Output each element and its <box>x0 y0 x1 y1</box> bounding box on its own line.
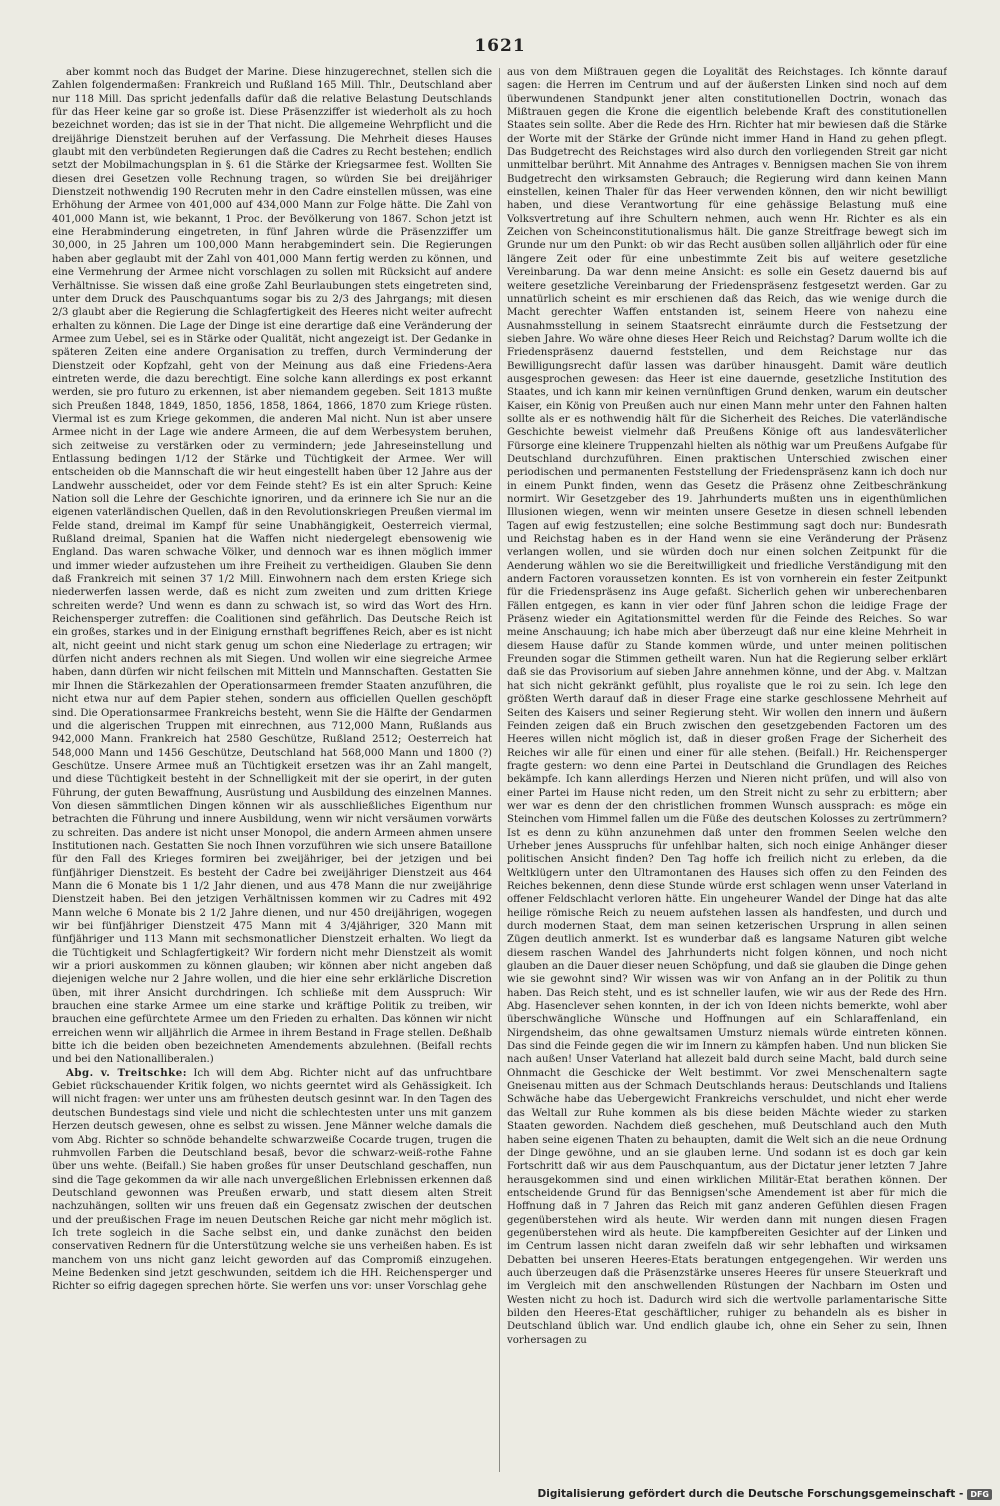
footer-text: Digitalisierung gefördert durch die Deutsche Forschungsgemeinschaft - <box>537 1488 964 1500</box>
right-paragraph-1: aus von dem Mißtrauen gegen die Loyalität des Reichstages. Ich könnte darauf sagen: die Herren im Centrum und auf der äußersten Linken sind noch auf dem überwundenen Standpunkt jener alten constitutionellen Doctrin, wonach das Mißtrauen gegen die Krone die eigentlich belebende Kraft des constitutionellen Staates sein sollte. Aber die Rede des Hrn. Richter hat mir bewiesen daß die Stärke der Worte mit der Stärke der Gründe nicht immer Hand in Hand zu gehen pflegt. Das Budgetrecht des Reichstages wird also durch den vorliegenden Streit gar nicht unmittelbar berührt. Mit Annahme des Antrages v. Bennigsen machen Sie von ihrem Budgetrecht den wirksamsten Gebrauch; die Regierung wird dann keinen Mann einstellen, keinen Thaler für das Heer verwenden können, den wir nicht bewilligt haben, und diese Verantwortung für eine gehässige Belastung muß eine Volksvertretung auf ihre Schultern nehmen, auch wenn Hr. Richter es als ein Zeichen von Scheinconstitutionalismus hält. Die ganze Streitfrage bewegt sich im Grunde nur um den Punkt: ob wir das Recht ausüben sollen alljährlich oder für eine längere Zeit oder für eine unbestimmte Zeit bis auf weitere gesetzliche Vereinbarung. Da war denn meine Ansicht: es solle ein Gesetz dauernd bis auf weitere gesetzliche Vereinbarung der Friedenspräsenz festgesetzt werden. Gar zu unnatürlich scheint es mir erschienen daß das Reich, das wie wenige durch die Macht gerechter Waffen entstanden ist, seinem Heere von nahezu eine Ausnahmsstellung in seinem Staatsrecht einräumte durch die Festsetzung der sieben Jahre. Wo wäre ohne dieses Heer Reich und Reichstag? Darum wollte ich die Friedenspräsenz dauernd feststellen, und dem Reichstage nur das Bewilligungsrecht dafür lassen was darüber hinausgeht. Damit wäre deutlich ausgesprochen gewesen: das Heer ist eine dauernde, gesetzliche Institution des Staates, und ich kann mir keinen vernünftigen Grund denken, warum ein deutscher Kaiser, ein König von Preußen auch nur einen Mann mehr unter den Fahnen halten sollte als er es nothwendig hält für die Sicherheit des Reiches. Die vaterländische Geschichte beweist vielmehr daß Preußens Könige oft aus landesväterlicher Fürsorge eine kleinere Truppenzahl hielten als nöthig war um Preußens Aufgabe für Deutschland durchzuführen. Einen praktischen Unterschied zwischen einer periodischen und permanenten Feststellung der Friedenspräsenz kann ich doch nur in einem Punkt finden, wenn das Gesetz die Präsenz ohne Zeitbeschränkung normirt. Wir Gesetzgeber des 19. Jahrhunderts mußten uns in eigenthümlichen Illusionen wiegen, wenn wir meinten unsere Gesetze in diesen schnell lebenden Tagen auf ewig festzustellen; eine solche Bestimmung sagt doch nur: Bundesrath und Reichstag haben es in der Hand wenn sie eine Veränderung der Präsenz verlangen wollen, und sie würden doch nur einen solchen Zeitpunkt für die Aenderung wählen wo sie die Bereitwilligkeit und friedliche Verständigung mit den andern Factoren voraussetzen konnten. Es ist von vornherein ein fester Zeitpunkt für die Friedenspräsenz ins Auge gefaßt. Sicherlich gehen wir unberechenbaren Fällen entgegen, es kann in vier oder fünf Jahren schon die leidige Frage der Präsenz wieder ein Agitationsmittel werden für die Feinde des Reiches. So war meine Anschauung; ich habe mich aber überzeugt daß nur eine kleine Mehrheit in diesem Hause dafür zu Stande kommen würde, und unter meinen politischen Freunden sogar die Stimmen getheilt waren. Nun hat die Regierung selber erklärt daß sie das Provisorium auf sieben Jahre annehmen könne, und der Abg. v. Maltzan hat sich nicht gekränkt gefühlt, plus royaliste que le roi zu sein. Ich lege den größten Werth darauf daß in dieser Frage eine starke geschlossene Mehrheit auf Seiten des Kaisers und seiner Regierung steht. Wir wollen den innern und äußern Feinden zeigen daß ein Bruch zwischen den gesetzgebenden Factoren um des Heeres willen nicht möglich ist, daß in dieser großen Frage der Sicherheit des Reiches wir alle für einen und einer für alle stehen. (Beifall.) Hr. Reichensperger fragte gestern: wo denn eine Partei in Deutschland die Grundlagen des Reiches bekämpfe. Ich kann allerdings Herzen und Nieren nicht prüfen, und will also von einer Partei im Hause nicht reden, um den Streit nicht zu sehr zu erbittern; aber wer war es denn der den christlichen frommen Wunsch aussprach: es möge ein Steinchen vom Himmel fallen um die Füße des deutschen Kolosses zu zertrümmern? Ist es denn zu kühn anzunehmen daß unter den frommen Seelen welche den Urheber jenes Ausspruchs für unfehlbar halten, sich noch einige Anhänger dieser politischen Ansicht finden? Den Tag hoffe ich freilich nicht zu erleben, da die Weltklügern unter den Ultramontanen des Hauses sich offen zu den Feinden des Reiches bekennen, denn diese Stunde würde erst schlagen wenn unser Vaterland in offener Feldschlacht verloren hätte. Ein ungeheurer Wandel der Dinge hat das alte heilige römische Reich zu neuem aufstehen lassen als handfesten, und durch und durch modernen Staat, dem man seinen ketzerischen Ursprung in allen seinen Zügen deutlich anmerkt. Ist es wunderbar daß es langsame Naturen gibt welche diesem raschen Wandel des Jahrhunderts nicht folgen können, und noch nicht glauben an die Dauer dieser neuen Schöpfung, und daß sie glauben die Dinge gehen wie sie gewohnt sind? Wir wissen was wir von Anfang an in der Politik zu thun haben. Das Reich steht, und es ist schneller laufen, wie wir aus der Rede des Hrn. Abg. Hasenclever sehen konnten, in der ich von Ideen nichts bemerkte, wohl aber überschwängliche Wünsche und Hoffnungen auf ein Schlaraffenland, ein Nirgendsheim, das ohne gewaltsamen Umsturz niemals würde eintreten können. Das sind die Feinde gegen die wir im Innern zu kämpfen haben. Und nun blicken Sie nach außen! Unser Vaterland hat allezeit bald durch seine Macht, bald durch seine Ohnmacht die Geschicke der Welt bestimmt. Vor zwei Menschenaltern sagte Gneisenau mitten aus der Schmach Deutschlands heraus: Deutschlands und Italiens Schwäche habe das Uebergewicht Frankreichs verschuldet, und nicht eher werde das Weltall zur Ruhe kommen als bis diese beiden Mächte wieder zu starken Staaten geworden. Nachdem dieß geschehen, muß Deutschland auch den Muth haben seine eigenen Thaten zu behaupten, damit die Welt sich an die neue Ordnung der Dinge gewöhne, und an sie glauben lerne. Und sodann ist es doch gar kein Fortschritt daß wir aus dem Pauschquantum, aus der Dictatur jener letzten 7 Jahre herausgekommen sind und einen wirklichen Militär-Etat berathen können. Der entscheidende Grund für das Bennigsen'sche Amendement ist aber für mich die Hoffnung daß in 7 Jahren das Reich mit ganz anderen Gefühlen diesen Fragen gegenüberstehen wird als heute. Wir werden dann mit nungen diesen Fragen gegenüberstehen wird als heute. Die kampfbereiten Gesichter auf der Linken und im Centrum lassen nicht daran zweifeln daß wir sehr lebhaften und wirksamen Debatten bei unseren Heeres-Etats beratungen entgegengehen. Wir werden uns auch überzeugen daß die Präsenzstärke unseres Heeres für unsere Steuerkraft und im Vergleich mit den anschwellenden Rüstungen der Nachbarn im Osten und Westen nicht zu hoch ist. Dadurch wird sich die wertvolle parlamentarische Sitte bilden den Heeres-Etat geschäftlicher, ruhiger zu behandeln als es bisher in Deutschland üblich war. Und endlich glaube ich, ohne ein Seher zu sein, Ihnen vorhersagen zu <box>507 67 947 1346</box>
column-divider <box>499 68 500 1472</box>
right-column <box>507 66 947 1472</box>
footer <box>538 1488 992 1500</box>
left-paragraph-2 <box>52 1067 492 1294</box>
left-paragraph-1: aber kommt noch das Budget der Marine. Diese hinzugerechnet, stellen sich die Zahlen folgendermaßen: Frankreich und Rußland 165 Mill. Thlr., Deutschland aber nur 118 Mill. Das spricht jedenfalls dafür daß die relative Belastung Deutschlands für das Heer keine gar so große ist. Diese Präsenzziffer ist wiederholt als zu hoch bezeichnet worden; das ist sie in der That nicht. Die allgemeine Wehrpflicht und die dreijährige Dienstzeit beruhen auf der Verfassung. Die Mehrheit dieses Hauses glaubt mit den verbündeten Regierungen daß die Cadres zu Recht bestehen; endlich setzt der Mobilmachungsplan in §. 61 die Stärke der Kriegsarmee fest. Wollten Sie diesen drei Gesetzen volle Rechnung tragen, so würden Sie bei dreijähriger Dienstzeit nothwendig 190 Recruten mehr in den Cadre einstellen müssen, was eine Erhöhung der Armee von 401,000 auf 434,000 Mann zur Folge hätte. Die Zahl von 401,000 Mann ist, wie bekannt, 1 Proc. der Bevölkerung von 1867. Schon jetzt ist eine Herabminderung eingetreten, in fünf Jahren würde die Präsenzziffer um 30,000, in 25 Jahren um 100,000 Mann herabgemindert sein. Die Regierungen haben aber geglaubt mit der Zahl von 401,000 Mann fertig werden zu können, und eine Vermehrung der Armee nicht vorschlagen zu sollen mit Rücksicht auf andere Verhältnisse. Sie wissen daß eine große Zahl Beurlaubungen stets eingetreten sind, unter dem Druck des Pauschquantums sogar bis zu 2/3 des Jahrgangs; mit diesen 2/3 glaubt aber die Regierung die Schlagfertigkeit des Heeres nicht weiter aufrecht erhalten zu können. Die Lage der Dinge ist eine derartige daß eine Veränderung der Armee zum Uebel, sei es in Stärke oder Qualität, nicht angezeigt ist. Der Gedanke in späteren Zeiten eine andere Organisation zu treffen, durch Verminderung der Dienstzeit oder Kopfzahl, geht von der Meinung aus daß eine Friedens-Aera eintreten werde, die dazu berechtigt. Eine solche kann allerdings ex post erkannt werden, sie pro futuro zu erkennen, ist aber niemandem gegeben. Seit 1813 mußte sich Preußen 1848, 1849, 1850, 1856, 1858, 1864, 1866, 1870 zum Kriege rüsten. Viermal ist es zum Kriege gekommen, die anderen Mal nicht. Nun ist aber unsere Armee nicht in der Lage wie andere Armeen, die auf dem Werbesystem beruhen, sich zeitweise zu verstärken oder zu vermindern; jede Jahreseinstellung und Entlassung bedingen 1/12 der Stärke und Tüchtigkeit der Armee. Wer will entscheiden ob die Mannschaft die wir heut eingestellt haben über 12 Jahre aus der Landwehr ausscheidet, oder vor dem Feinde steht? Es ist ein alter Spruch: Keine Nation soll die Lehre der Geschichte ignoriren, und da erinnere ich Sie nur an die eigenen vaterländischen Quellen, daß in den Revolutionskriegen Preußen viermal im Felde stand, dreimal im Kampf für seine Unabhängigkeit, Oesterreich viermal, Rußland dreimal, Spanien hat die Waffen nicht niedergelegt ebensowenig wie England. Das waren schwache Völker, und dennoch war es ihnen möglich immer und immer wieder aufzustehen um ihre Freiheit zu vertheidigen. Glauben Sie denn daß Frankreich mit seinen 37 1/2 Mill. Einwohnern nach dem ersten Kriege sich niederwerfen lassen werde, daß es nicht zum zweiten und zum dritten Kriege schreiten werde? Und wenn es dann zu schwach ist, so wird das Wort des Hrn. Reichensperger zutreffen: die Coalitionen sind gefährlich. Das Deutsche Reich ist ein großes, starkes und in der Einigung ernsthaft begriffenes Reich, aber es ist nicht alt, nicht geeint und nicht stark genug um schon eine Niederlage zu ertragen; wir dürfen nicht anders rechnen als mit Siegen. Und wollen wir eine siegreiche Armee haben, dann dürfen wir nicht feilschen mit Mitteln und Mannschaften. Gestatten Sie mir Ihnen die Stärkezahlen der Operationsarmeen fremder Staaten anzuführen, die nicht etwa nur auf dem Papier stehen, sondern aus officiellen Quellen geschöpft sind. Die Operationsarmee Frankreichs besteht, wenn Sie die Hälfte der Gendarmen und die algerischen Truppen mit einrechnen, aus 712,000 Mann, Rußlands aus 942,000 Mann. Frankreich hat 2580 Geschütze, Rußland 2512; Oesterreich hat 548,000 Mann und 1456 Geschütze, Deutschland hat 568,000 Mann und 1800 (?) Geschütze. Unsere Armee muß an Tüchtigkeit ersetzen was ihr an Zahl mangelt, und diese Tüchtigkeit besteht in der Schnelligkeit mit der sie operirt, in der guten Führung, der guten Bewaffnung, Ausrüstung und Ausbildung des einzelnen Mannes. Von diesen sämmtlichen Dingen können wir als ausschließliches Eigenthum nur betrachten die Führung und innere Ausbildung, wenn wir nicht versäumen vorwärts zu schreiten. Das andere ist nicht unser Monopol, die andern Armeen ahmen unsere Institutionen nach. Gestatten Sie noch Ihnen vorzuführen wie sich unsere Bataillone für den Fall des Krieges formiren bei zweijähriger, bei der jetzigen und bei fünfjähriger Dienstzeit. Es besteht der Cadre bei zweijähriger Dienstzeit aus 464 Mann die 6 Monate bis 1 1/2 Jahr dienen, und aus 478 Mann die nur zweijährige Dienstzeit haben. Bei den jetzigen Verhältnissen kommen wir zu Cadres mit 492 Mann welche 6 Monate bis 2 1/2 Jahre dienen, und nur 450 dreijährigen, wogegen wir bei fünfjähriger Dienstzeit 475 Mann mit 4 3/4jähriger, 320 Mann mit fünfjähriger und 113 Mann mit sechsmonatlicher Dienstzeit erhalten. Wo liegt da die Tüchtigkeit und Schlagfertigkeit? Wir fordern nicht mehr Dienstzeit als womit wir a priori auskommen zu können glauben; wir können aber nicht angeben daß diejenigen welche nur 2 Jahre wollen, und die hier eine sehr erklärliche Discretion üben, mit ihrer Ansicht durchdringen. Ich schließe mit dem Ausspruch: Wir brauchen eine starke Armee um eine starke und kräftige Politik zu treiben, wir brauchen eine gefürchtete Armee um den Frieden zu erhalten. Das können wir nicht erreichen wenn wir alljährlich die Armee in ihrem Bestand in Frage stellen. Deßhalb bitte ich die beiden oben bezeichneten Amendements abzulehnen. (Beifall rechts und bei den Nationalliberalen.) <box>52 67 492 1066</box>
dfg-logo: DFG <box>967 1489 992 1500</box>
speech-text: Ich will dem Abg. Richter nicht auf das unfruchtbare Gebiet rückschauender Kritik folgen, wo nichts geerntet wird als Gehässigkeit. Ich will nicht fragen: wer unter uns am frühesten deutsch gesinnt war. In den Tagen des deutschen Bundestags sind viele und nicht die schlechtesten unter uns mit ganzem Herzen deutsch gewesen, ohne es selbst zu wissen. Jene Männer welche damals die vom Abg. Richter so schnöde behandelte schwarzweiße Cocarde trugen, trugen die ruhmvollen Farben die Deutschland besaß, bevor die schwarz-weiß-rothe Fahne über uns wehte. (Beifall.) Sie haben großes für unser Deutschland geschaffen, nun sind die Tage gekommen da wir alle nach unvergeßlichen Erlebnissen erkennen daß Deutschland gewonnen was Preußen erwarb, und statt diesem alten Streit nachzuhängen, sollten wir uns freuen daß ein Gegensatz zwischen der deutschen und der preußischen Frage im neuen Deutschen Reiche gar nicht mehr möglich ist. Ich trete sogleich in die Sache selbst ein, und danke zunächst den beiden conservativen Rednern für die Unterstützung welche sie uns verheißen haben. Es ist manchem von uns nicht ganz leicht geworden auf das Compromiß einzugehen. Meine Bedenken sind jetzt geschwunden, seitdem ich die HH. Reichensperger und Richter so eifrig dagegen sprechen hörte. Sie werfen uns vor: unser Vorschlag gehe <box>52 1067 492 1293</box>
speaker-name: Abg. v. Treitschke: <box>66 1066 187 1079</box>
page-number: 1621 <box>474 36 526 56</box>
left-column <box>52 66 492 1472</box>
